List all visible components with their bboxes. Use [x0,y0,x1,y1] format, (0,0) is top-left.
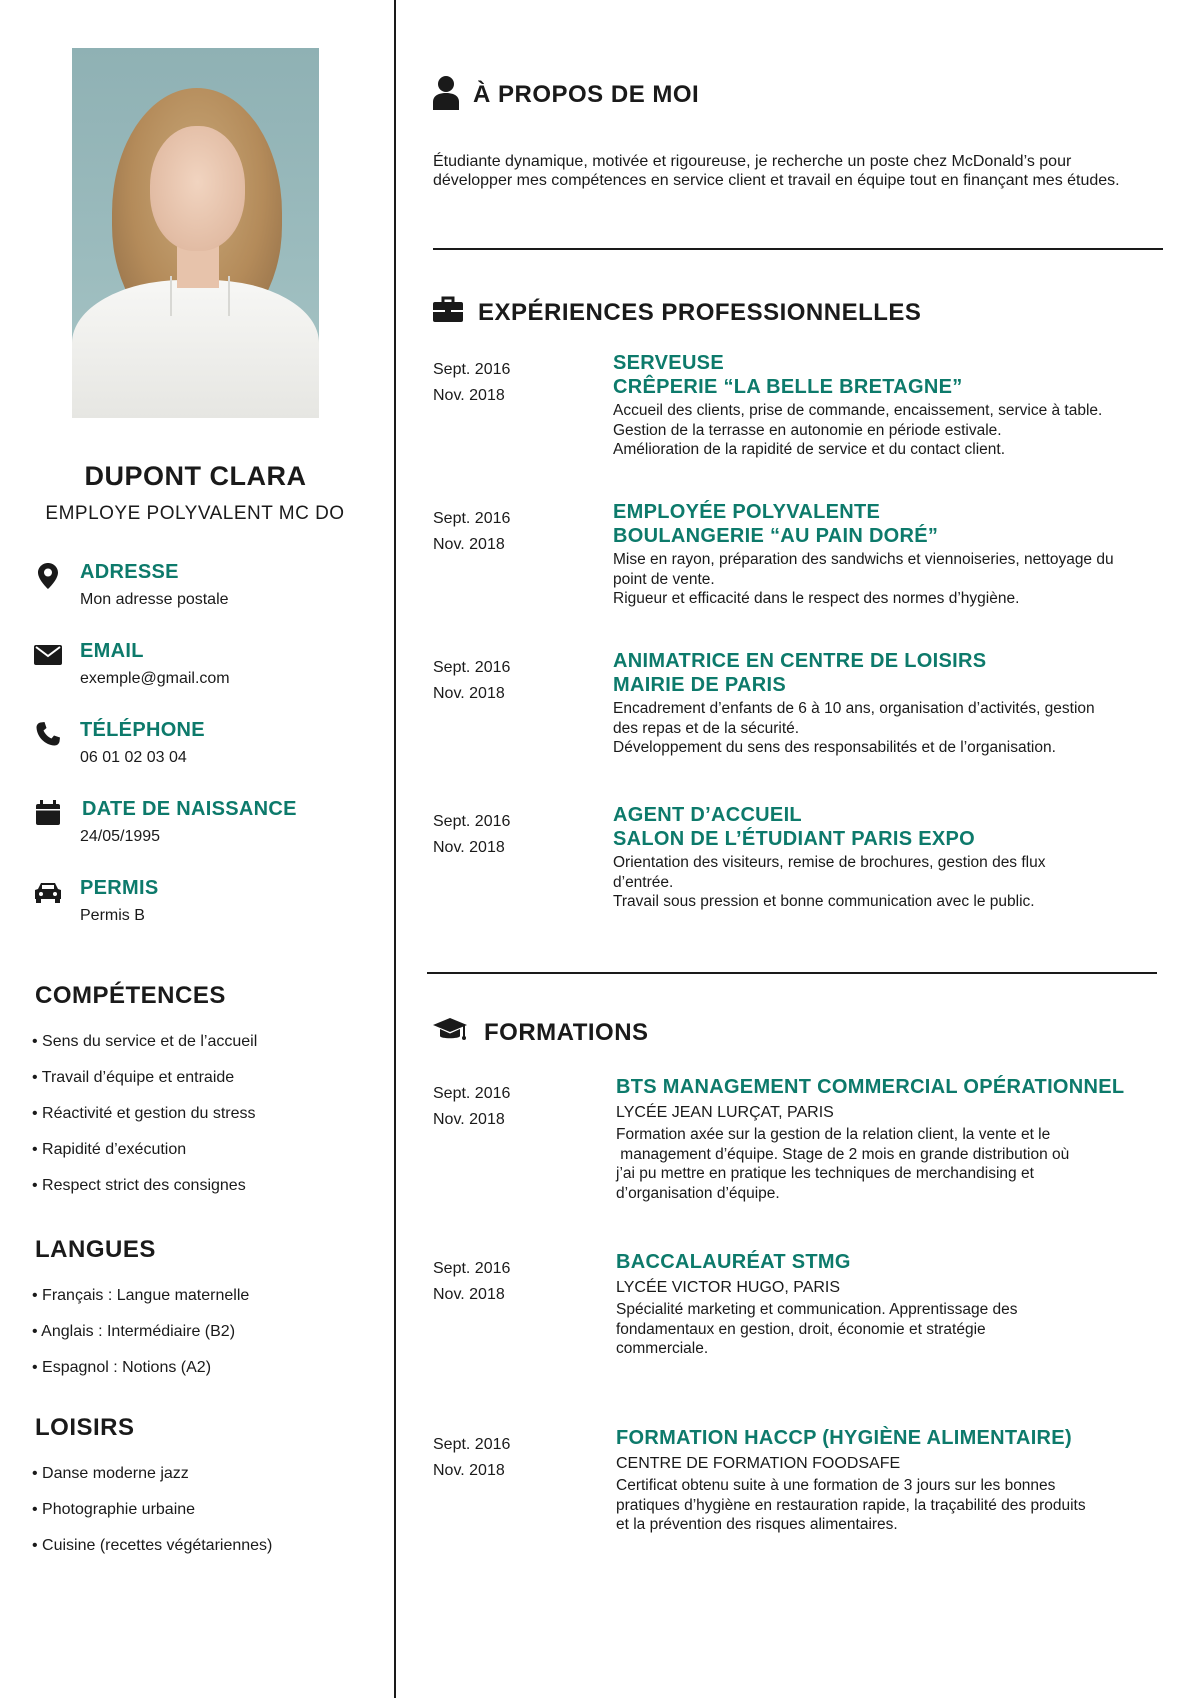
car-icon [33,879,63,905]
entry-description: Certificat obtenu suite à une formation de 3 jours sur les bonnes pratiques d’hygiène en restauration rapide, la traçabilité des produits et la prévention des risques alimentaires. [616,1477,1086,1533]
entry-dates: Sept. 2016 Nov. 2018 [433,1260,511,1303]
list-item: • Réactivité et gestion du stress [32,1104,372,1140]
list-item: • Anglais : Intermédiaire (B2) [32,1322,372,1358]
experience-title: EXPÉRIENCES PROFESSIONNELLES [478,299,922,326]
hobbies-title: LOISIRS [35,1414,135,1441]
entry-title: BACCALAURÉAT STMG [616,1251,851,1273]
entry-description: Mise en rayon, préparation des sandwichs et viennoiseries, nettoyage du point de vente. Rigueur et efficacité dans le respect des normes d’hygiène. [613,551,1114,607]
skills-title: COMPÉTENCES [35,982,226,1009]
education-title: FORMATIONS [484,1019,649,1046]
entry-place: SALON DE L’ÉTUDIANT PARIS EXPO [613,828,975,850]
entry-title: AGENT D’ACCUEIL [613,804,802,826]
column-divider [394,0,396,1698]
entry-description: Orientation des visiteurs, remise de brochures, gestion des flux d’entrée. Travail sous pression et bonne communication avec le public. [613,854,1046,910]
entry-place: CRÊPERIE “LA BELLE BRETAGNE” [613,376,963,398]
list-item: • Travail d’équipe et entraide [32,1068,372,1104]
entry-title: FORMATION HACCP (HYGIÈNE ALIMENTAIRE) [616,1427,1072,1449]
graduation-cap-icon [432,1017,468,1050]
entry-description: Spécialité marketing et communication. Apprentissage des fondamentaux en gestion, droit, économie et stratégie commerciale. [616,1301,1018,1357]
entry-dates: Sept. 2016 Nov. 2018 [433,361,511,404]
entry-description: Formation axée sur la gestion de la relation client, la vente et le management d’équipe. Stage de 2 mois en grande distribution où j’ai pu mettre en pratique les techniques de merchandising et d’organisation d’équipe. [616,1126,1070,1202]
entry-school: CENTRE DE FORMATION FOODSAFE [616,1455,901,1472]
candidate-role: EMPLOYE POLYVALENT MC DO [45,503,345,524]
entry-place: BOULANGERIE “AU PAIN DORÉ” [613,525,939,547]
entry-dates: Sept. 2016 Nov. 2018 [433,1436,511,1479]
map-pin-icon [33,563,63,589]
entry-title: EMPLOYÉE POLYVALENTE [613,501,881,523]
person-icon [433,76,459,115]
list-item: • Cuisine (recettes végétariennes) [32,1536,372,1572]
entry-title: BTS MANAGEMENT COMMERCIAL OPÉRATIONNEL [616,1076,1125,1098]
candidate-name: DUPONT CLARA [84,461,307,491]
entry-school: LYCÉE JEAN LURÇAT, PARIS [616,1104,834,1121]
entry-dates: Sept. 2016 Nov. 2018 [433,659,511,702]
envelope-icon [33,642,63,668]
hobbies-list [32,1464,372,1572]
list-item: • Danse moderne jazz [32,1464,372,1500]
about-title: À PROPOS DE MOI [473,81,700,108]
list-item: • Respect strict des consignes [32,1176,372,1212]
entry-place: MAIRIE DE PARIS [613,674,787,696]
calendar-icon [33,800,63,826]
entry-title: SERVEUSE [613,352,724,374]
list-item: • Français : Langue maternelle [32,1286,372,1322]
section-divider [427,972,1157,974]
entry-title: ANIMATRICE EN CENTRE DE LOISIRS [613,650,987,672]
entry-school: LYCÉE VICTOR HUGO, PARIS [616,1279,841,1296]
languages-title: LANGUES [35,1236,156,1263]
entry-dates: Sept. 2016 Nov. 2018 [433,813,511,856]
entry-description: Encadrement d’enfants de 6 à 10 ans, organisation d’activités, gestion des repas et de la sécurité. Développement du sens des responsabilités et de l’organisation. [613,700,1095,756]
profile-photo [72,48,319,418]
list-item: • Sens du service et de l’accueil [32,1032,372,1068]
list-item: • Rapidité d’exécution [32,1140,372,1176]
entry-description: Accueil des clients, prise de commande, encaissement, service à table. Gestion de la terrasse en autonomie en période estivale. Amélioration de la rapidité de service et du contact client. [613,402,1103,458]
list-item: • Espagnol : Notions (A2) [32,1358,372,1394]
about-text: Étudiante dynamique, motivée et rigoureuse, je recherche un poste chez McDonald’s pour développer mes compétences en service client et travail en équipe tout en finançant mes études. [433,153,1120,189]
section-divider [433,248,1163,250]
entry-dates: Sept. 2016 Nov. 2018 [433,1085,511,1128]
list-item: • Photographie urbaine [32,1500,372,1536]
skills-list [32,1032,372,1212]
phone-icon [33,721,63,747]
entry-dates: Sept. 2016 Nov. 2018 [433,510,511,553]
briefcase-icon [433,296,463,327]
languages-list [32,1286,372,1394]
